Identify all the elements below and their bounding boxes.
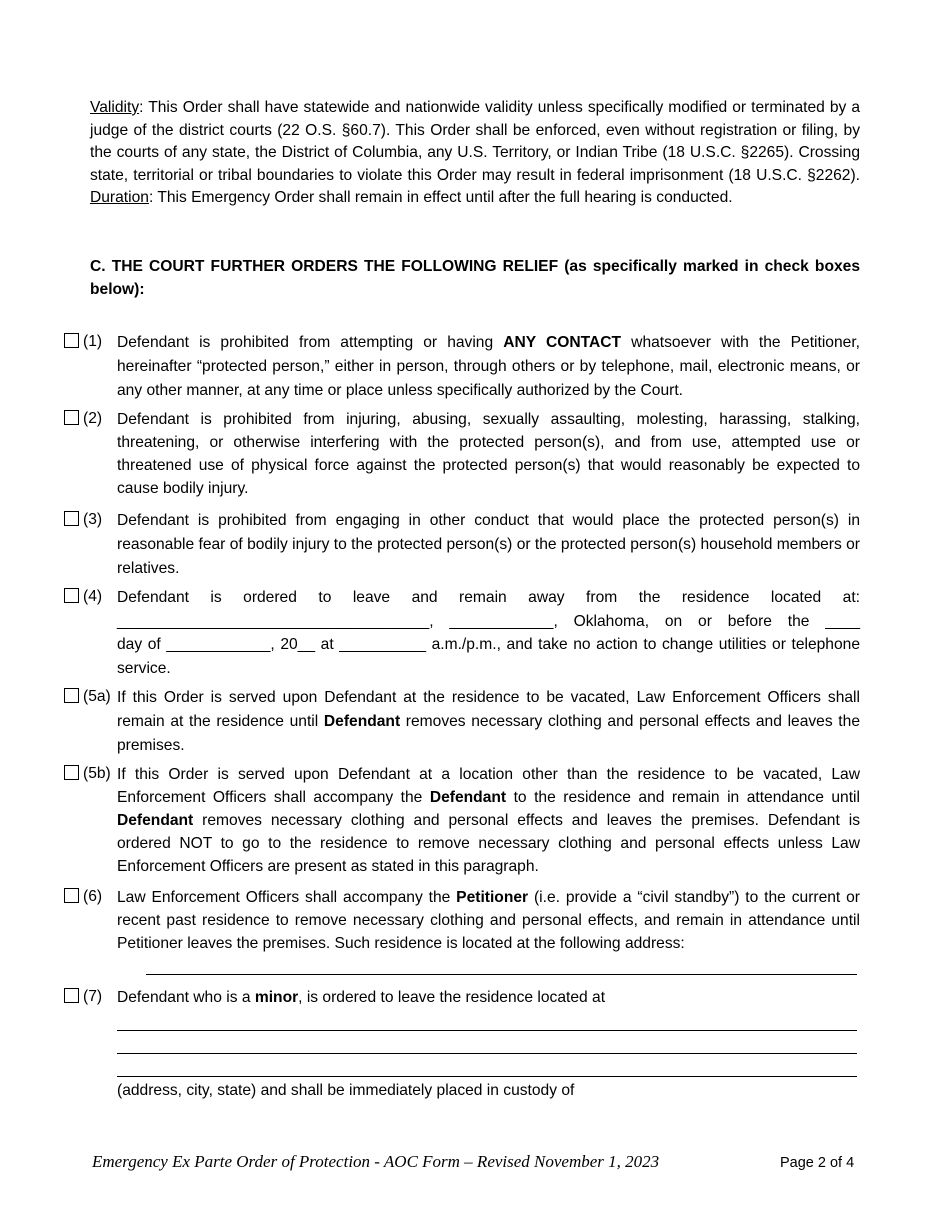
item-text: If this Order is served upon Defendant at a location other than the residence to be vacated, Law Enforcement Officers shall accompany the	[117, 766, 860, 806]
item-text: Defendant is prohibited from attempting or having	[117, 334, 504, 351]
item-bold-text: Petitioner	[456, 889, 529, 906]
validity-text: : This Order shall have statewide and nationwide validity unless specifically modified or terminated by a judge of the district courts (22 O.S. §60.7). This Order shall be enforced, even without registration or filing, by the courts of any state, the District of Columbia, any U.S. Territory, or Indian Tribe (18 U.S.C. §2265). Crossing state, territorial or tribal boundaries to violate this Order may result in federal imprisonment (18 U.S.C. §2262).	[90, 99, 860, 184]
item-bold-text: ANY CONTACT	[503, 334, 622, 351]
item-text: Law Enforcement Officers shall accompany the	[117, 889, 457, 906]
item-text-cont: removes necessary clothing and personal effects and leaves the premises. Defendant is ordered NOT to go to the residence to remove necessary clothing and personal effects unless Law Enforcement Officers are present as stated in this paragraph.	[117, 812, 860, 875]
item-text-cont: (i.e. provide a “civil standby”) to the current or recent past residence to remove necessary clothing and personal effects, and remain in attendance until Petitioner leaves the premises. Such residence is located at the following address:	[117, 889, 860, 952]
section-c-heading: C. THE COURT FURTHER ORDERS THE FOLLOWING RELIEF (as specifically marked in check boxes below):	[90, 258, 860, 298]
relief-item-3	[63, 509, 860, 581]
item-7-address-line-2[interactable]	[117, 1053, 857, 1054]
item-text: Defendant is prohibited from injuring, abusing, sexually assaulting, molesting, harassing, stalking, threatening, or otherwise interfering with the protected person(s), and from use, attempted use or threatened use of physical force against the protected person(s) that would reasonably be expected to cause bodily injury.	[117, 411, 860, 497]
item-number: (1)	[83, 333, 103, 350]
relief-item-6	[63, 886, 860, 955]
item-number: (7)	[83, 988, 103, 1005]
relief-item-2	[63, 408, 860, 500]
checkbox-item-3[interactable]	[64, 511, 79, 526]
item-number: (6)	[83, 888, 103, 905]
item-number: (3)	[83, 511, 103, 528]
item-bold-text: Defendant	[323, 713, 401, 730]
item-7-tail-text: (address, city, state) and shall be immediately placed in custody of	[117, 1082, 575, 1099]
relief-item-5a	[63, 686, 860, 758]
item-bold-text: minor	[254, 989, 299, 1006]
item-text: Defendant who is a	[117, 989, 255, 1006]
item-text-mid: to the residence and remain in attendance until	[506, 789, 860, 806]
item-4-line-2: ____________________________________, ____________, Oklahoma, on or before the ____	[117, 612, 860, 630]
validity-paragraph	[90, 97, 860, 210]
item-text: Defendant is prohibited from engaging in other conduct that would place the protected person(s) in reasonable fear of bodily injury to the protected person(s) or the protected person(s) household members or relatives.	[117, 512, 860, 577]
relief-item-4	[63, 586, 860, 680]
footer-form-title: Emergency Ex Parte Order of Protection - AOC Form – Revised November 1, 2023	[92, 1152, 660, 1171]
duration-label: Duration	[90, 189, 149, 207]
relief-item-7	[63, 986, 860, 1009]
item-7-address-line-3[interactable]	[117, 1076, 857, 1077]
relief-item-5b	[63, 763, 860, 878]
item-text-cont: whatsoever with the Petitioner, hereinafter “protected person,” either in person, through others or by telephone, mail, electronic means, or any other manner, at any time or place unless specifically authorized by the Court.	[117, 334, 860, 399]
item-number: (4)	[83, 588, 103, 605]
checkbox-item-2[interactable]	[64, 410, 79, 425]
item-bold-text: Defendant	[429, 789, 507, 806]
checkbox-item-7[interactable]	[64, 988, 79, 1003]
item-text-cont: , is ordered to leave the residence located at	[298, 989, 606, 1006]
duration-text: : This Emergency Order shall remain in effect until after the full hearing is conducted.	[148, 189, 733, 207]
checkbox-item-1[interactable]	[64, 333, 79, 348]
validity-label: Validity	[90, 99, 140, 116]
item-6-address-line[interactable]	[146, 974, 857, 975]
item-4-line-1: Defendant is ordered to leave and remain away from the residence located at:	[117, 589, 860, 606]
item-number: (5a)	[83, 688, 111, 705]
item-text-cont: removes necessary clothing and personal effects and leaves the premises.	[117, 713, 860, 754]
relief-item-1	[63, 331, 860, 403]
item-text: If this Order is served upon Defendant at the residence to be vacated, Law Enforcement Officers shall remain at the residence until	[117, 689, 860, 730]
checkbox-item-5a[interactable]	[64, 688, 79, 703]
checkbox-item-4[interactable]	[64, 588, 79, 603]
checkbox-item-5b[interactable]	[64, 765, 79, 780]
item-bold-text-2: Defendant	[117, 812, 194, 829]
checkbox-item-6[interactable]	[64, 888, 79, 903]
item-number: (5b)	[83, 765, 111, 782]
footer-page-number: Page 2 of 4	[780, 1155, 855, 1171]
item-7-address-line-1[interactable]	[117, 1030, 857, 1031]
item-4-line-3: day of ____________, 20__ at __________ a.m./p.m., and take no action to change utilities or telephone service.	[117, 636, 860, 677]
item-number: (2)	[83, 410, 103, 427]
